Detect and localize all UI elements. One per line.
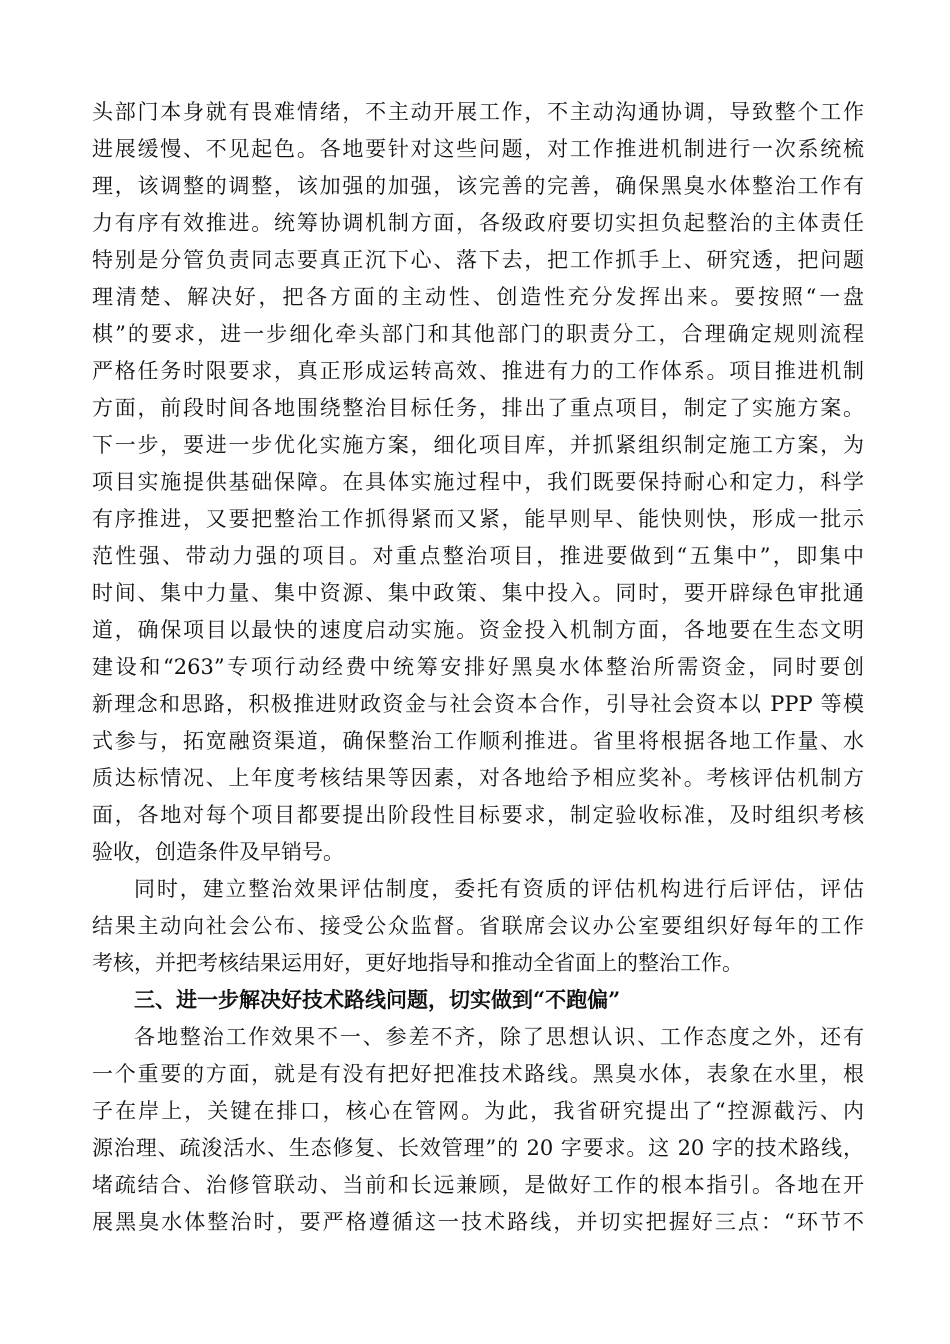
paragraph-3-line-1: 各地整治工作效果不一、参差不齐，除了思想认识、工作态度之外，还有 [134, 1025, 864, 1049]
paragraph-1-line-15: 道，确保项目以最快的速度启动实施。资金投入机制方面，各地要在生态文明 [92, 618, 864, 642]
paragraph-1-line-21: 验收，创造条件及早销号。 [92, 840, 344, 864]
paragraph-1-line-16: 建设和“263”专项行动经费中统筹安排好黑臭水体整治所需资金，同时要创 [92, 655, 864, 679]
paragraph-1-line-14: 时间、集中力量、集中资源、集中政策、集中投入。同时，要开辟绿色审批通 [92, 581, 864, 605]
paragraph-1-line-17: 新理念和思路，积极推进财政资金与社会资本合作，引导社会资本以 PPP 等模 [92, 692, 864, 716]
paragraph-3-line-3: 子在岸上，关键在排口，核心在管网。为此，我省研究提出了“控源截污、内 [92, 1099, 864, 1123]
paragraph-1-line-10: 下一步，要进一步优化实施方案，细化项目库，并抓紧组织制定施工方案，为 [92, 433, 864, 457]
paragraph-1-line-19: 质达标情况、上年度考核结果等因素，对各地给予相应奖补。考核评估机制方 [92, 766, 864, 790]
paragraph-1-line-8: 严格任务时限要求，真正形成运转高效、推进有力的工作体系。项目推进机制 [92, 359, 864, 383]
paragraph-1-line-13: 范性强、带动力强的项目。对重点整治项目，推进要做到“五集中”，即集中 [92, 544, 864, 568]
paragraph-2-line-1: 同时，建立整治效果评估制度，委托有资质的评估机构进行后评估，评估 [134, 877, 864, 901]
paragraph-1-line-11: 项目实施提供基础保障。在具体实施过程中，我们既要保持耐心和定力，科学 [92, 470, 864, 494]
paragraph-1-line-1: 头部门本身就有畏难情绪，不主动开展工作，不主动沟通协调，导致整个工作 [92, 100, 864, 124]
paragraph-3-line-6: 展黑臭水体整治时，要严格遵循这一技术路线，并切实把握好三点：“环节不 [92, 1210, 864, 1234]
paragraph-1-line-2: 进展缓慢、不见起色。各地要针对这些问题，对工作推进机制进行一次系统梳 [92, 137, 864, 161]
paragraph-3-line-2: 一个重要的方面，就是有没有把好把准技术路线。黑臭水体，表象在水里，根 [92, 1062, 864, 1086]
paragraph-1-line-20: 面，各地对每个项目都要提出阶段性目标要求，制定验收标准，及时组织考核 [92, 803, 864, 827]
paragraph-1-line-12: 有序推进，又要把整治工作抓得紧而又紧，能早则早、能快则快，形成一批示 [92, 507, 864, 531]
paragraph-1-line-7: 棋”的要求，进一步细化牵头部门和其他部门的职责分工，合理确定规则流程 [92, 322, 864, 346]
paragraph-1-line-18: 式参与，拓宽融资渠道，确保整治工作顺利推进。省里将根据各地工作量、水 [92, 729, 864, 753]
paragraph-1-line-9: 方面，前段时间各地围绕整治目标任务，排出了重点项目，制定了实施方案。 [92, 396, 864, 420]
paragraph-3-line-5: 堵疏结合、治修管联动、当前和长远兼顾，是做好工作的根本指引。各地在开 [92, 1173, 864, 1197]
paragraph-2-line-3: 考核，并把考核结果运用好，更好地指导和推动全省面上的整治工作。 [92, 951, 743, 975]
paragraph-1-line-3: 理，该调整的调整，该加强的加强，该完善的完善，确保黑臭水体整治工作有 [92, 174, 864, 198]
paragraph-1-line-5: 特别是分管负责同志要真正沉下心、落下去，把工作抓手上、研究透，把问题 [92, 248, 864, 272]
paragraph-3-line-4: 源治理、疏浚活水、生态修复、长效管理”的 20 字要求。这 20 字的技术路线， [92, 1136, 864, 1160]
paragraph-1-line-6: 理清楚、解决好，把各方面的主动性、创造性充分发挥出来。要按照“一盘 [92, 285, 864, 309]
section-heading: 三、进一步解决好技术路线问题，切实做到“不跑偏” [134, 987, 621, 1012]
paragraph-1-line-4: 力有序有效推进。统筹协调机制方面，各级政府要切实担负起整治的主体责任 [92, 211, 864, 235]
paragraph-2-line-2: 结果主动向社会公布、接受公众监督。省联席会议办公室要组织好每年的工作 [92, 914, 864, 938]
